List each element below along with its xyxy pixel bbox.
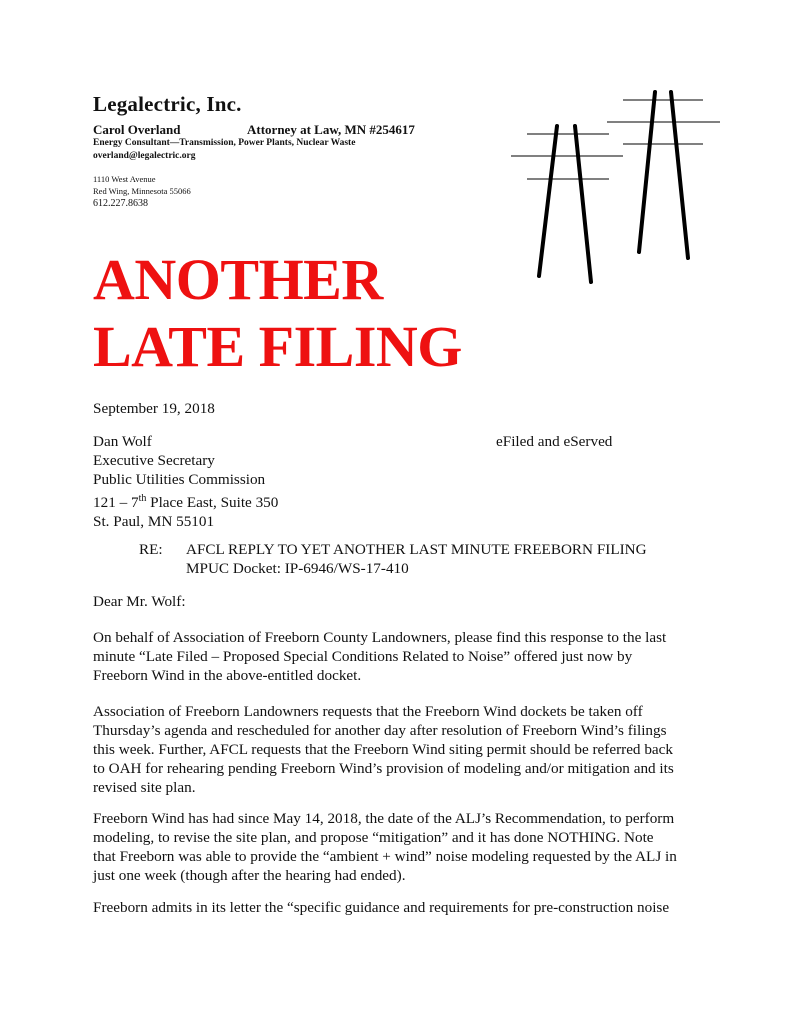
recipient-title: Executive Secretary [93, 452, 215, 469]
paragraph: Freeborn Wind has had since May 14, 2018, the date of the ALJ’s Recommendation, to perform modeling, to revise the site plan, and propose “mitigation” and it has done NOTHING. Note that Freeborn was able to provide the “ambient + wind” noise modeling requested by the ALJ in just one week (though after the hearing had ended). [93, 810, 677, 884]
address-street: 1110 West Avenue [93, 174, 156, 184]
firm-name: Legalectric, Inc. [93, 92, 242, 116]
consultant-line: Energy Consultant—Transmission, Power Plants, Nuclear Waste [93, 138, 356, 148]
recipient-organization: Public Utilities Commission [93, 471, 266, 488]
phone-number: 612.227.8638 [93, 198, 148, 209]
re-label: RE: [139, 541, 163, 558]
headline-line-2: LATE FILING [93, 314, 462, 379]
letter-date: September 19, 2018 [93, 400, 215, 417]
docket-number: MPUC Docket: IP-6946/WS-17-410 [186, 560, 409, 577]
recipient-address: 121 – 7th Place East, Suite 350 [93, 493, 279, 512]
attorney-title: Attorney at Law, MN #254617 [247, 122, 415, 137]
attorney-line [93, 122, 415, 138]
recipient-block [93, 432, 278, 531]
service-note: eFiled and eServed [496, 433, 613, 450]
email-address: overland@legalectric.org [93, 151, 196, 161]
headline-line-1: ANOTHER [93, 247, 383, 312]
address-city: Red Wing, Minnesota 55066 [93, 186, 191, 196]
re-subject: AFCL REPLY TO YET ANOTHER LAST MINUTE FREEBORN FILING [186, 541, 647, 558]
paragraph: On behalf of Association of Freeborn County Landowners, please find this response to the last minute “Late Filed – Proposed Special Conditions Related to Noise” offered just now by Freeborn Wind in the above-entitled docket. [93, 629, 667, 684]
attorney-name: Carol Overland [93, 122, 181, 137]
paragraph: Association of Freeborn Landowners requests that the Freeborn Wind dockets be taken off Thursday’s agenda and rescheduled for another day after resolution of Freeborn Wind’s filings this week. Further, AFCL requests that the Freeborn Wind siting permit should be referred back to OAH for rehearing pending Freeborn Wind’s provision of modeling and/or mitigation and its revised site plan. [93, 703, 674, 796]
paragraph: Freeborn admits in its letter the “specific guidance and requirements for pre-construction noise [93, 899, 670, 916]
transmission-towers-icon [505, 82, 725, 292]
salutation: Dear Mr. Wolf: [93, 593, 186, 610]
recipient-name: Dan Wolf [93, 433, 152, 450]
recipient-city: St. Paul, MN 55101 [93, 513, 215, 531]
